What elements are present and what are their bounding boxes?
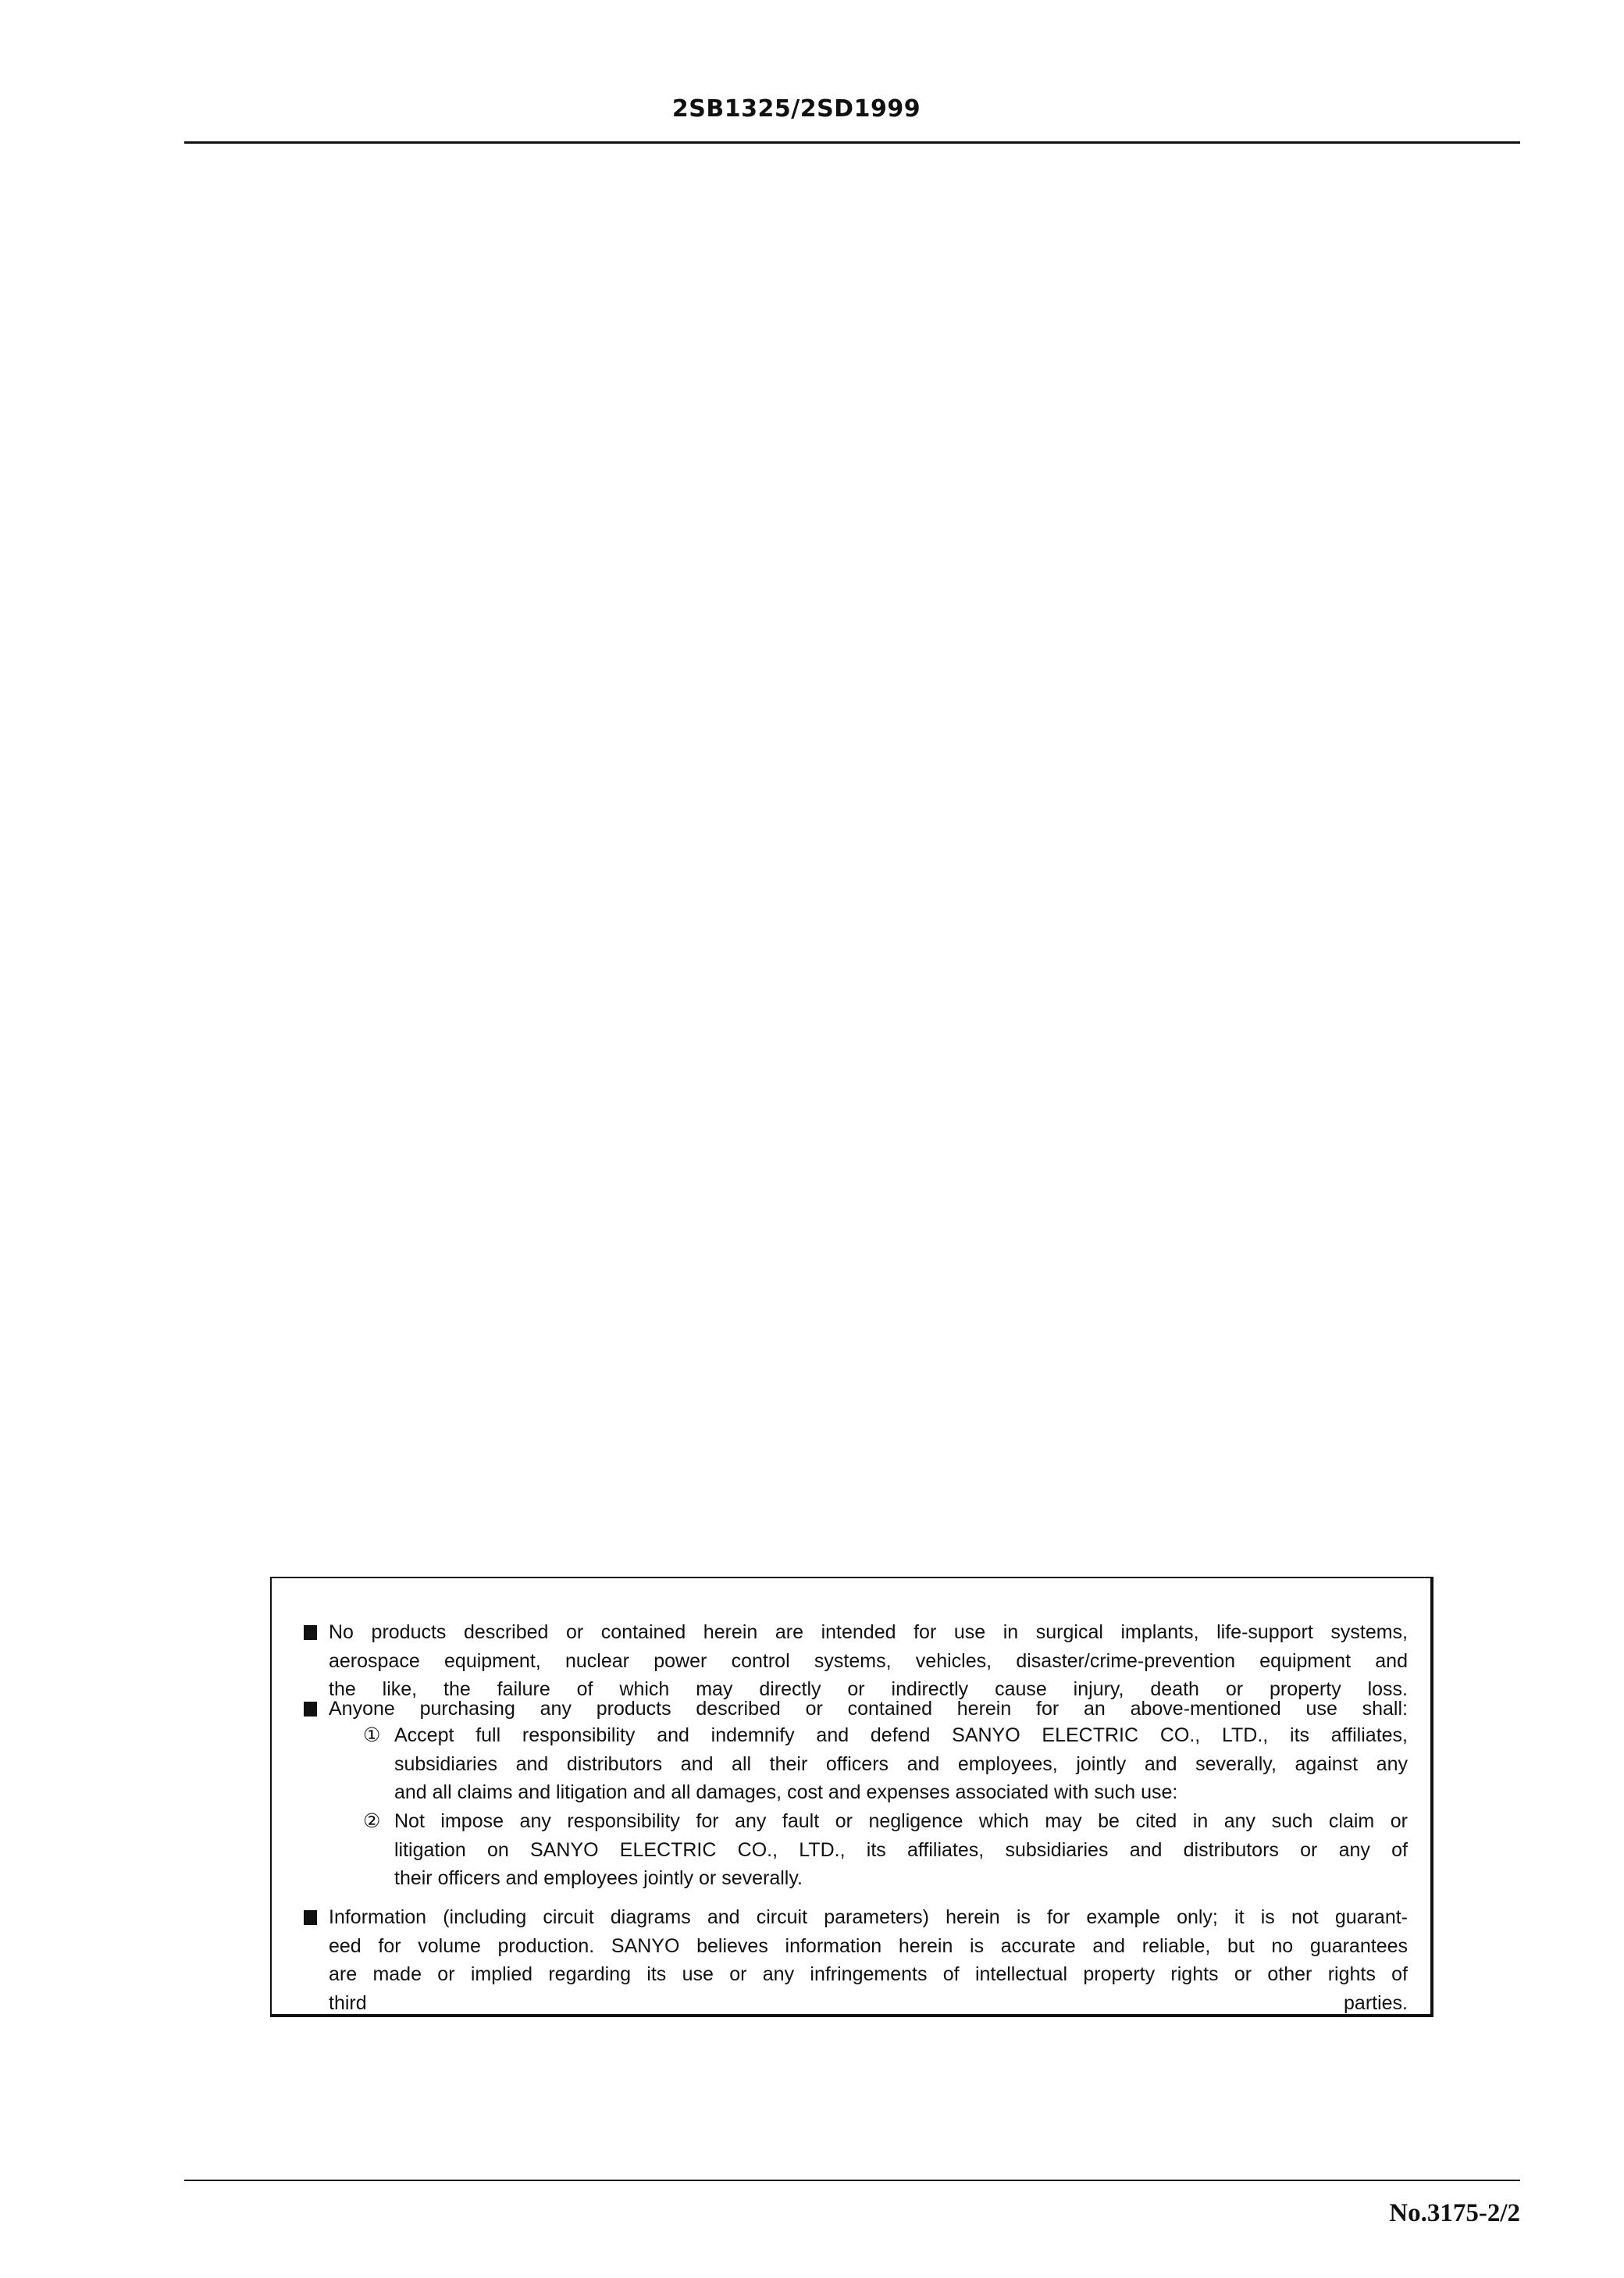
text-line: Accept full responsibility and indemnify and defend SANYO ELECTRIC CO., LTD., its affiliates,: [394, 1724, 1408, 1746]
square-bullet-icon: [304, 1910, 317, 1925]
document-number: No.3175-2/2: [1389, 2199, 1520, 2227]
disclaimer-paragraph-2: [329, 1695, 1408, 1724]
text-line: No products described or contained herein are intended for use in surgical implants, life-support systems,: [329, 1621, 1408, 1643]
text-line: their officers and employees jointly or severally.: [394, 1867, 803, 1889]
square-bullet-icon: [304, 1702, 317, 1717]
text-line: and all claims and litigation and all damages, cost and expenses associated with such use:: [394, 1781, 1178, 1803]
text-line: litigation on SANYO ELECTRIC CO., LTD., its affiliates, subsidiaries and distributors or any of: [394, 1838, 1408, 1861]
text-line: eed for volume production. SANYO believes information herein is accurate and reliable, but no guarantees: [329, 1934, 1408, 1957]
disclaimer-paragraph-3: [329, 1903, 1408, 2017]
disclaimer-item-1: [363, 1721, 1408, 1807]
disclaimer-item-2: [363, 1807, 1408, 1893]
text-line: Anyone purchasing any products described or contained herein for an above-mentioned use shall:: [329, 1698, 1408, 1720]
text-line: the like, the failure of which may directly or indirectly cause injury, death or property loss.: [329, 1678, 1408, 1700]
text-line: Not impose any responsibility for any fault or negligence which may be cited in any such claim or: [394, 1810, 1408, 1832]
square-bullet-icon: [304, 1625, 317, 1640]
text-line: Information (including circuit diagrams and circuit parameters) herein is for example only; it is not guarant-: [329, 1906, 1408, 1928]
disclaimer-notice-box: [270, 1577, 1433, 2017]
header-rule: [184, 141, 1520, 144]
footer-rule: [184, 2180, 1520, 2181]
disclaimer-paragraph-1: [329, 1618, 1408, 1704]
circled-number-1: ①: [363, 1724, 381, 1746]
document-header-title: 2SB1325/2SD1999: [671, 95, 921, 123]
text-line: aerospace equipment, nuclear power control systems, vehicles, disaster/crime-prevention equipment and: [329, 1649, 1408, 1672]
text-line: subsidiaries and distributors and all their officers and employees, jointly and severally, against any: [394, 1752, 1408, 1775]
text-line: third parties.: [329, 1991, 1408, 2014]
circled-number-2: ②: [363, 1810, 381, 1832]
text-line: are made or implied regarding its use or any infringements of intellectual property rights or other rights of: [329, 1963, 1408, 1985]
